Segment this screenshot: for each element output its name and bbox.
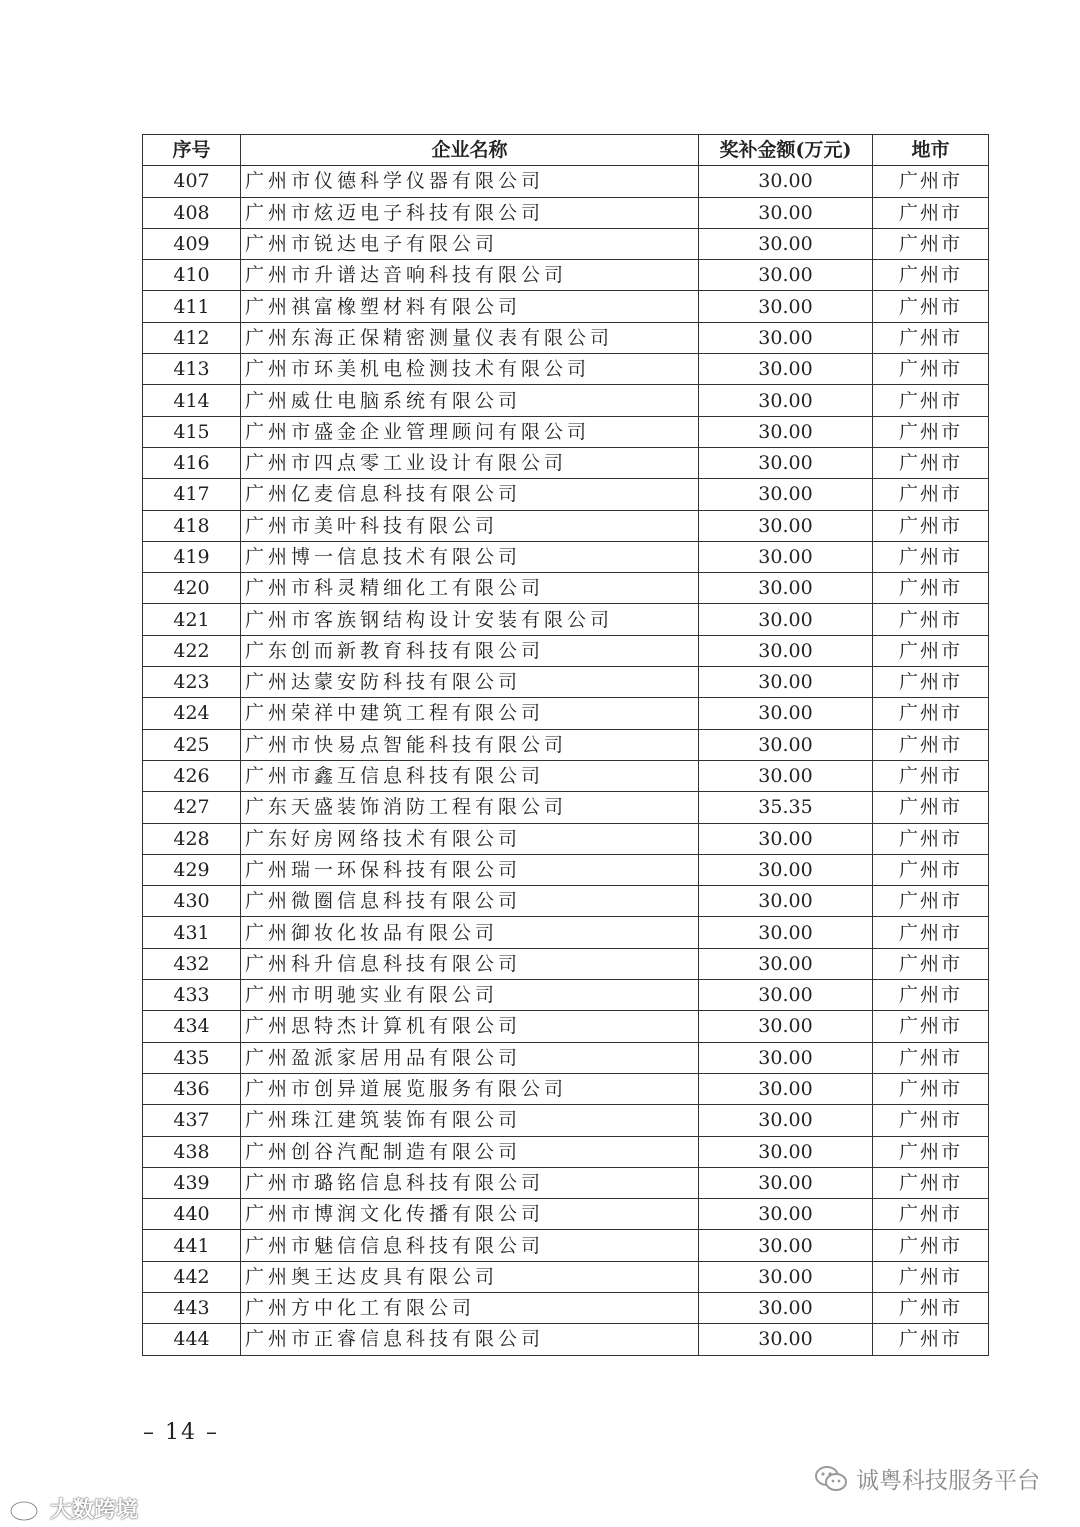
cell-amount: 30.00 xyxy=(699,1199,873,1230)
table-row xyxy=(143,291,989,322)
cell-serial: 411 xyxy=(143,291,241,322)
cell-amount: 30.00 xyxy=(699,541,873,572)
table-row xyxy=(143,729,989,760)
cell-amount: 30.00 xyxy=(699,760,873,791)
cell-city: 广州市 xyxy=(873,322,989,353)
table-row xyxy=(143,1167,989,1198)
cell-company: 广州珠江建筑装饰有限公司 xyxy=(241,1105,699,1136)
table-row xyxy=(143,698,989,729)
cell-city: 广州市 xyxy=(873,1042,989,1073)
cell-company: 广东天盛装饰消防工程有限公司 xyxy=(241,792,699,823)
cell-serial: 419 xyxy=(143,541,241,572)
cell-amount: 30.00 xyxy=(699,1292,873,1323)
cell-amount: 30.00 xyxy=(699,322,873,353)
table-row xyxy=(143,854,989,885)
cell-city: 广州市 xyxy=(873,729,989,760)
cell-city: 广州市 xyxy=(873,197,989,228)
cell-amount: 30.00 xyxy=(699,854,873,885)
cell-company: 广州东海正保精密测量仪表有限公司 xyxy=(241,322,699,353)
cell-serial: 407 xyxy=(143,166,241,197)
cell-city: 广州市 xyxy=(873,1167,989,1198)
cell-company: 广州市炫迈电子科技有限公司 xyxy=(241,197,699,228)
cell-serial: 417 xyxy=(143,479,241,510)
cell-serial: 444 xyxy=(143,1324,241,1355)
cell-amount: 30.00 xyxy=(699,1136,873,1167)
watermark-right-text: 诚粤科技服务平台 xyxy=(856,1468,1040,1494)
cell-company: 广州市科灵精细化工有限公司 xyxy=(241,573,699,604)
cell-company: 广州市明驰实业有限公司 xyxy=(241,980,699,1011)
cell-company: 广州市快易点智能科技有限公司 xyxy=(241,729,699,760)
table-row xyxy=(143,1261,989,1292)
cell-serial: 426 xyxy=(143,760,241,791)
header-company: 企业名称 xyxy=(241,135,699,166)
table-row xyxy=(143,980,989,1011)
cell-city: 广州市 xyxy=(873,416,989,447)
cell-serial: 412 xyxy=(143,322,241,353)
cell-company: 广州思特杰计算机有限公司 xyxy=(241,1011,699,1042)
cell-city: 广州市 xyxy=(873,1105,989,1136)
cell-serial: 433 xyxy=(143,980,241,1011)
cell-amount: 30.00 xyxy=(699,291,873,322)
cell-amount: 30.00 xyxy=(699,479,873,510)
cell-city: 广州市 xyxy=(873,166,989,197)
table-row xyxy=(143,385,989,416)
table-row xyxy=(143,541,989,572)
cell-serial: 421 xyxy=(143,604,241,635)
cell-company: 广州市正睿信息科技有限公司 xyxy=(241,1324,699,1355)
cell-serial: 409 xyxy=(143,228,241,259)
cell-city: 广州市 xyxy=(873,1073,989,1104)
cell-company: 广州市魅信信息科技有限公司 xyxy=(241,1230,699,1261)
table-row xyxy=(143,573,989,604)
table-row xyxy=(143,322,989,353)
page-number: – 14 – xyxy=(143,1420,219,1445)
cell-city: 广州市 xyxy=(873,823,989,854)
header-city: 地市 xyxy=(873,135,989,166)
cell-company: 广州瑞一环保科技有限公司 xyxy=(241,854,699,885)
table-row xyxy=(143,479,989,510)
cell-serial: 443 xyxy=(143,1292,241,1323)
cell-city: 广州市 xyxy=(873,604,989,635)
cell-city: 广州市 xyxy=(873,260,989,291)
table-row xyxy=(143,447,989,478)
cell-amount: 30.00 xyxy=(699,635,873,666)
cell-amount: 30.00 xyxy=(699,729,873,760)
cell-company: 广州市博润文化传播有限公司 xyxy=(241,1199,699,1230)
cell-serial: 438 xyxy=(143,1136,241,1167)
cell-company: 广州博一信息技术有限公司 xyxy=(241,541,699,572)
table-row xyxy=(143,760,989,791)
cell-city: 广州市 xyxy=(873,1324,989,1355)
cell-serial: 420 xyxy=(143,573,241,604)
cell-city: 广州市 xyxy=(873,667,989,698)
weibo-icon xyxy=(8,1496,44,1522)
table-row xyxy=(143,1230,989,1261)
cell-serial: 410 xyxy=(143,260,241,291)
cell-serial: 435 xyxy=(143,1042,241,1073)
table-row xyxy=(143,416,989,447)
cell-company: 广州达蒙安防科技有限公司 xyxy=(241,667,699,698)
table-row xyxy=(143,1199,989,1230)
cell-amount: 30.00 xyxy=(699,667,873,698)
cell-serial: 436 xyxy=(143,1073,241,1104)
cell-amount: 30.00 xyxy=(699,1324,873,1355)
header-row xyxy=(143,135,989,166)
cell-serial: 416 xyxy=(143,447,241,478)
cell-amount: 35.35 xyxy=(699,792,873,823)
cell-company: 广州市环美机电检测技术有限公司 xyxy=(241,354,699,385)
table-row xyxy=(143,166,989,197)
cell-amount: 30.00 xyxy=(699,886,873,917)
table-row xyxy=(143,260,989,291)
table-row xyxy=(143,1011,989,1042)
cell-city: 广州市 xyxy=(873,1011,989,1042)
cell-city: 广州市 xyxy=(873,541,989,572)
watermark-left xyxy=(8,1493,138,1524)
cell-city: 广州市 xyxy=(873,698,989,729)
cell-city: 广州市 xyxy=(873,980,989,1011)
cell-amount: 30.00 xyxy=(699,1011,873,1042)
cell-company: 广州微圈信息科技有限公司 xyxy=(241,886,699,917)
cell-serial: 439 xyxy=(143,1167,241,1198)
cell-amount: 30.00 xyxy=(699,197,873,228)
cell-company: 广州亿麦信息科技有限公司 xyxy=(241,479,699,510)
cell-serial: 418 xyxy=(143,510,241,541)
cell-amount: 30.00 xyxy=(699,447,873,478)
cell-serial: 440 xyxy=(143,1199,241,1230)
cell-company: 广州创谷汽配制造有限公司 xyxy=(241,1136,699,1167)
watermark-left-text: 大数跨境 xyxy=(50,1498,139,1523)
cell-city: 广州市 xyxy=(873,447,989,478)
table-row xyxy=(143,886,989,917)
header-serial: 序号 xyxy=(143,135,241,166)
table-row xyxy=(143,1324,989,1355)
cell-amount: 30.00 xyxy=(699,1042,873,1073)
cell-serial: 424 xyxy=(143,698,241,729)
table-row xyxy=(143,1073,989,1104)
cell-serial: 425 xyxy=(143,729,241,760)
table-body xyxy=(143,166,989,1355)
cell-city: 广州市 xyxy=(873,228,989,259)
cell-city: 广州市 xyxy=(873,291,989,322)
cell-city: 广州市 xyxy=(873,479,989,510)
cell-company: 广东好房网络技术有限公司 xyxy=(241,823,699,854)
cell-serial: 415 xyxy=(143,416,241,447)
cell-amount: 30.00 xyxy=(699,917,873,948)
table-row xyxy=(143,354,989,385)
cell-company: 广州方中化工有限公司 xyxy=(241,1292,699,1323)
cell-amount: 30.00 xyxy=(699,1230,873,1261)
cell-serial: 430 xyxy=(143,886,241,917)
cell-amount: 30.00 xyxy=(699,1073,873,1104)
cell-amount: 30.00 xyxy=(699,1167,873,1198)
header-amount: 奖补金额(万元) xyxy=(699,135,873,166)
table-row xyxy=(143,510,989,541)
cell-company: 广州市四点零工业设计有限公司 xyxy=(241,447,699,478)
cell-serial: 422 xyxy=(143,635,241,666)
cell-serial: 423 xyxy=(143,667,241,698)
cell-city: 广州市 xyxy=(873,792,989,823)
cell-company: 广州御妆化妆品有限公司 xyxy=(241,917,699,948)
cell-amount: 30.00 xyxy=(699,1105,873,1136)
cell-amount: 30.00 xyxy=(699,510,873,541)
cell-company: 广东创而新教育科技有限公司 xyxy=(241,635,699,666)
cell-city: 广州市 xyxy=(873,354,989,385)
cell-serial: 428 xyxy=(143,823,241,854)
cell-city: 广州市 xyxy=(873,385,989,416)
cell-company: 广州市盛金企业管理顾问有限公司 xyxy=(241,416,699,447)
cell-amount: 30.00 xyxy=(699,260,873,291)
table-header xyxy=(143,135,989,166)
cell-company: 广州市升谱达音响科技有限公司 xyxy=(241,260,699,291)
cell-amount: 30.00 xyxy=(699,573,873,604)
cell-serial: 427 xyxy=(143,792,241,823)
cell-amount: 30.00 xyxy=(699,166,873,197)
cell-company: 广州盈派家居用品有限公司 xyxy=(241,1042,699,1073)
cell-company: 广州市创异道展览服务有限公司 xyxy=(241,1073,699,1104)
cell-serial: 437 xyxy=(143,1105,241,1136)
cell-city: 广州市 xyxy=(873,1261,989,1292)
cell-company: 广州市仪德科学仪器有限公司 xyxy=(241,166,699,197)
table-row xyxy=(143,1292,989,1323)
cell-city: 广州市 xyxy=(873,1136,989,1167)
table-row xyxy=(143,1042,989,1073)
cell-serial: 441 xyxy=(143,1230,241,1261)
table-row xyxy=(143,792,989,823)
cell-company: 广州荣祥中建筑工程有限公司 xyxy=(241,698,699,729)
wechat-icon xyxy=(814,1465,848,1493)
table-row xyxy=(143,667,989,698)
table-row xyxy=(143,1105,989,1136)
table-row xyxy=(143,917,989,948)
cell-serial: 408 xyxy=(143,197,241,228)
cell-amount: 30.00 xyxy=(699,980,873,1011)
table-row xyxy=(143,823,989,854)
cell-city: 广州市 xyxy=(873,886,989,917)
cell-city: 广州市 xyxy=(873,917,989,948)
cell-company: 广州市璐铭信息科技有限公司 xyxy=(241,1167,699,1198)
cell-amount: 30.00 xyxy=(699,823,873,854)
cell-city: 广州市 xyxy=(873,854,989,885)
cell-city: 广州市 xyxy=(873,760,989,791)
cell-city: 广州市 xyxy=(873,510,989,541)
cell-amount: 30.00 xyxy=(699,354,873,385)
cell-city: 广州市 xyxy=(873,573,989,604)
cell-company: 广州祺富橡塑材料有限公司 xyxy=(241,291,699,322)
cell-amount: 30.00 xyxy=(699,1261,873,1292)
table-row xyxy=(143,1136,989,1167)
cell-company: 广州奥王达皮具有限公司 xyxy=(241,1261,699,1292)
cell-serial: 413 xyxy=(143,354,241,385)
table-row xyxy=(143,948,989,979)
cell-company: 广州市客族钢结构设计安装有限公司 xyxy=(241,604,699,635)
cell-serial: 414 xyxy=(143,385,241,416)
cell-company: 广州科升信息科技有限公司 xyxy=(241,948,699,979)
cell-city: 广州市 xyxy=(873,1292,989,1323)
cell-city: 广州市 xyxy=(873,635,989,666)
table-row xyxy=(143,197,989,228)
watermark-right xyxy=(814,1462,1040,1495)
cell-company: 广州威仕电脑系统有限公司 xyxy=(241,385,699,416)
cell-serial: 432 xyxy=(143,948,241,979)
cell-company: 广州市美叶科技有限公司 xyxy=(241,510,699,541)
cell-city: 广州市 xyxy=(873,948,989,979)
cell-city: 广州市 xyxy=(873,1199,989,1230)
cell-serial: 434 xyxy=(143,1011,241,1042)
table-row xyxy=(143,635,989,666)
cell-amount: 30.00 xyxy=(699,604,873,635)
table-row xyxy=(143,228,989,259)
cell-amount: 30.00 xyxy=(699,948,873,979)
cell-amount: 30.00 xyxy=(699,385,873,416)
cell-amount: 30.00 xyxy=(699,416,873,447)
cell-company: 广州市鑫互信息科技有限公司 xyxy=(241,760,699,791)
cell-amount: 30.00 xyxy=(699,228,873,259)
cell-amount: 30.00 xyxy=(699,698,873,729)
cell-serial: 442 xyxy=(143,1261,241,1292)
subsidy-table xyxy=(142,134,989,1356)
table-row xyxy=(143,604,989,635)
cell-company: 广州市锐达电子有限公司 xyxy=(241,228,699,259)
cell-city: 广州市 xyxy=(873,1230,989,1261)
cell-serial: 431 xyxy=(143,917,241,948)
cell-serial: 429 xyxy=(143,854,241,885)
